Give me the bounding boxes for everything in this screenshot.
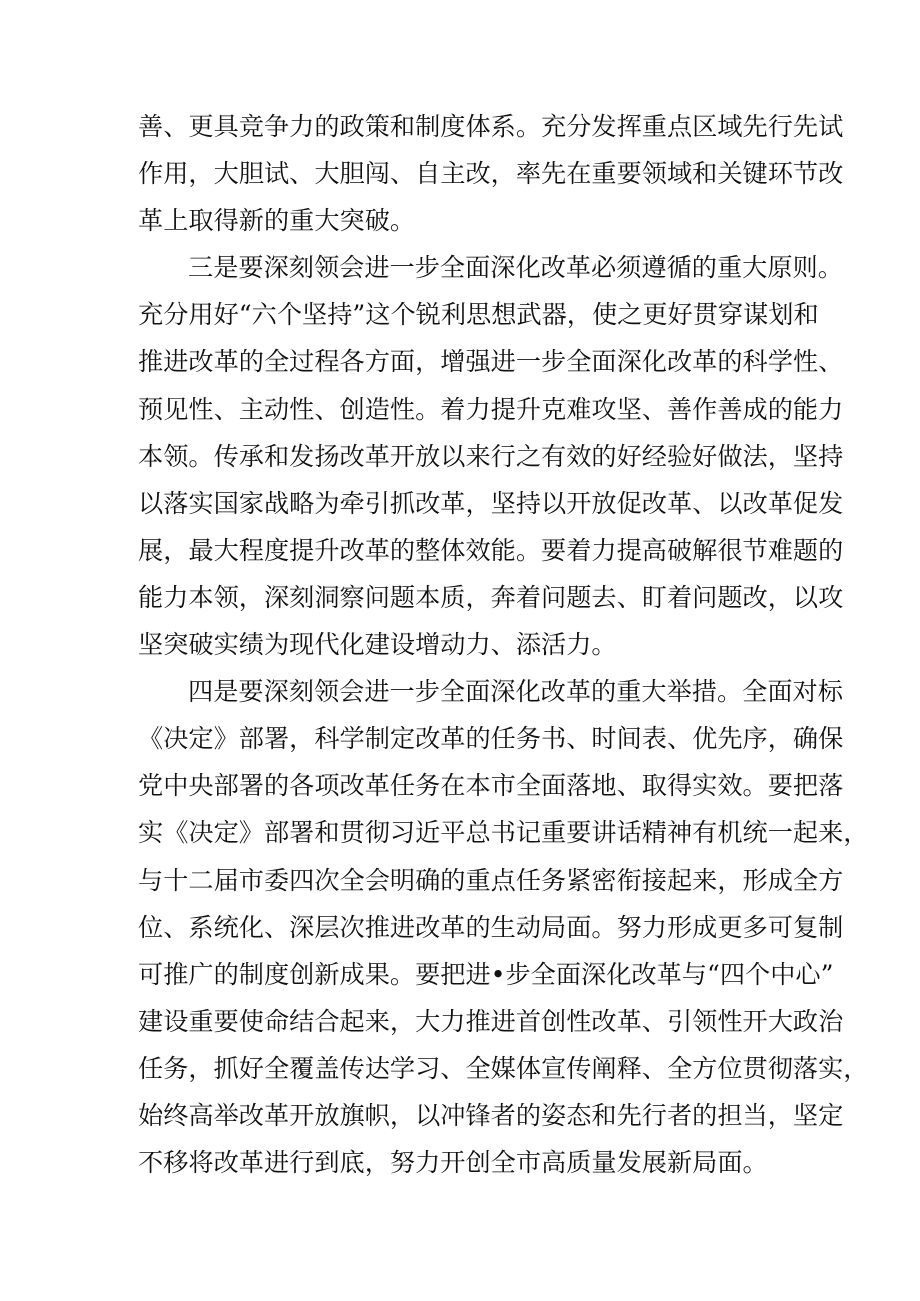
text-line: 与十二届市委四次全会明确的重点任务紧密衔接起来，形成全方	[138, 865, 844, 895]
text-line: 建设重要使命结合起来，大力推进首创性改革、引领性开大政治	[138, 1006, 844, 1036]
paragraph-first-line: 四是要深刻领会进一步全面深化改革的重大举措。全面对标	[188, 677, 843, 707]
text-line: 始终高举改革开放旗帜，以冲锋者的姿态和先行者的担当，坚定	[138, 1100, 844, 1130]
text-line: 善、更具竞争力的政策和制度体系。充分发挥重点区域先行先试	[138, 112, 844, 141]
text-line: 位、系统化、深层次推进改革的生动局面。努力形成更多可复制	[138, 912, 844, 942]
text-line: 推进改革的全过程各方面，增强进一步全面深化改革的科学性、	[138, 347, 844, 377]
text-line: 预见性、主动性、创造性。着力提升克难攻坚、善作善成的能力	[138, 394, 844, 424]
text-line: 充分用好“六个坚持”这个锐利思想武器，使之更好贯穿谋划和	[138, 300, 819, 330]
text-line: 党中央部署的各项改革任务在本市全面落地、取得实效。要把落	[138, 771, 844, 801]
text-line: 《决定》部署，科学制定改革的任务书、时间表、优先序，确保	[138, 724, 844, 754]
text-line: 可推广的制度创新成果。要把进•步全面深化改革与“四个中心”	[138, 959, 834, 989]
text-line: 以落实国家战略为牵引抓改革，坚持以开放促改革、以改革促发	[138, 488, 844, 518]
text-line: 本领。传承和发扬改革开放以来行之有效的好经验好做法，坚持	[138, 441, 844, 471]
text-line: 任务，抓好全覆盖传达学习、全媒体宣传阐释、全方位贯彻落实，	[138, 1053, 869, 1083]
text-line: 革上取得新的重大突破。	[138, 206, 416, 236]
text-line: 不移将改革进行到底，努力开创全市高质量发展新局面。	[138, 1148, 768, 1178]
text-line: 展，最大程度提升改革的整体效能。要着力提高破解很节难题的	[138, 535, 844, 565]
text-line: 作用，大胆试、大胆闯、自主改，率先在重要领域和关键环节改	[138, 159, 844, 189]
paragraph-first-line: 三是要深刻领会进一步全面深化改革必须遵循的重大原则。	[188, 253, 843, 283]
text-line: 实《决定》部署和贯彻习近平总书记重要讲话精神有机统一起来，	[138, 818, 869, 848]
document-body	[138, 103, 869, 1186]
text-line: 能力本领，深刻洞察问题本质，奔着问题去、盯着问题改，以攻	[138, 582, 844, 612]
text-line: 坚突破实绩为现代化建设增动力、添活力。	[138, 630, 617, 660]
